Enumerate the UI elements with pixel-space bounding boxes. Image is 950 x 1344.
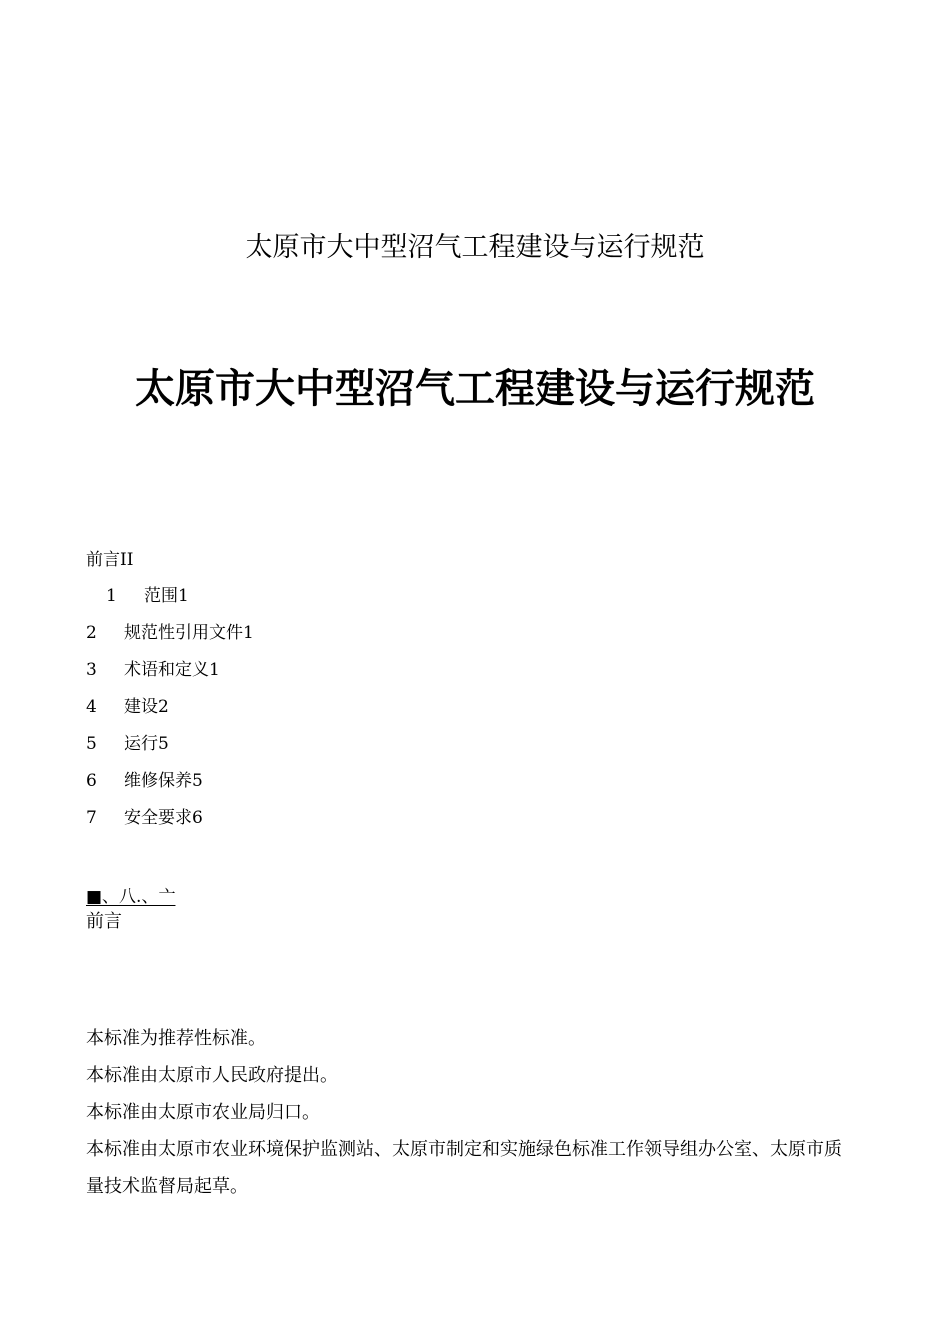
toc-item-label: 维修保养5: [124, 771, 203, 791]
toc-item-number: 6: [86, 771, 97, 791]
main-title: 太原市大中型沼气工程建设与运行规范: [135, 366, 815, 412]
header-title: 太原市大中型沼气工程建设与运行规范: [245, 232, 705, 263]
toc-item-operation[interactable]: [86, 729, 169, 759]
toc-item-number: 2: [86, 623, 97, 643]
foreword-body: [86, 1020, 856, 1205]
toc-item-label: 安全要求6: [124, 808, 203, 828]
toc-item-foreword[interactable]: [86, 545, 133, 575]
foreword-paragraph: 本标准由太原市农业环境保护监测站、太原市制定和实施绿色标准工作领导组办公室、太原市质量技术监督局起草。: [86, 1139, 842, 1197]
toc-item-construction[interactable]: [86, 692, 169, 722]
toc-item-maintenance[interactable]: [86, 766, 203, 796]
toc-item-label: 运行5: [124, 734, 169, 754]
toc-item-normative-references[interactable]: [86, 618, 254, 648]
foreword-paragraph: 本标准为推荐性标准。: [86, 1028, 266, 1049]
toc-item-number: 4: [86, 697, 97, 717]
foreword-heading: 前言: [86, 911, 122, 932]
toc-item-number: 7: [86, 808, 97, 828]
toc-item-number: 3: [86, 660, 97, 680]
toc-item-label: 范围1: [144, 586, 189, 606]
toc-item-label: 术语和定义1: [124, 660, 220, 680]
foreword-paragraph: 本标准由太原市农业局归口。: [86, 1102, 320, 1123]
toc-item-terms-definitions[interactable]: [86, 655, 220, 685]
toc-item-label: 建设2: [124, 697, 169, 717]
toc-item-scope[interactable]: [106, 581, 189, 611]
toc-item-label: 前言II: [86, 550, 134, 570]
toc-item-number: 5: [86, 734, 97, 754]
toc-item-label: 规范性引用文件1: [124, 623, 254, 643]
garbled-heading-line: ■、八.、亠: [86, 887, 176, 907]
toc-item-number: 1: [106, 586, 117, 606]
toc-item-safety[interactable]: [86, 803, 203, 833]
foreword-paragraph: 本标准由太原市人民政府提出。: [86, 1065, 338, 1086]
